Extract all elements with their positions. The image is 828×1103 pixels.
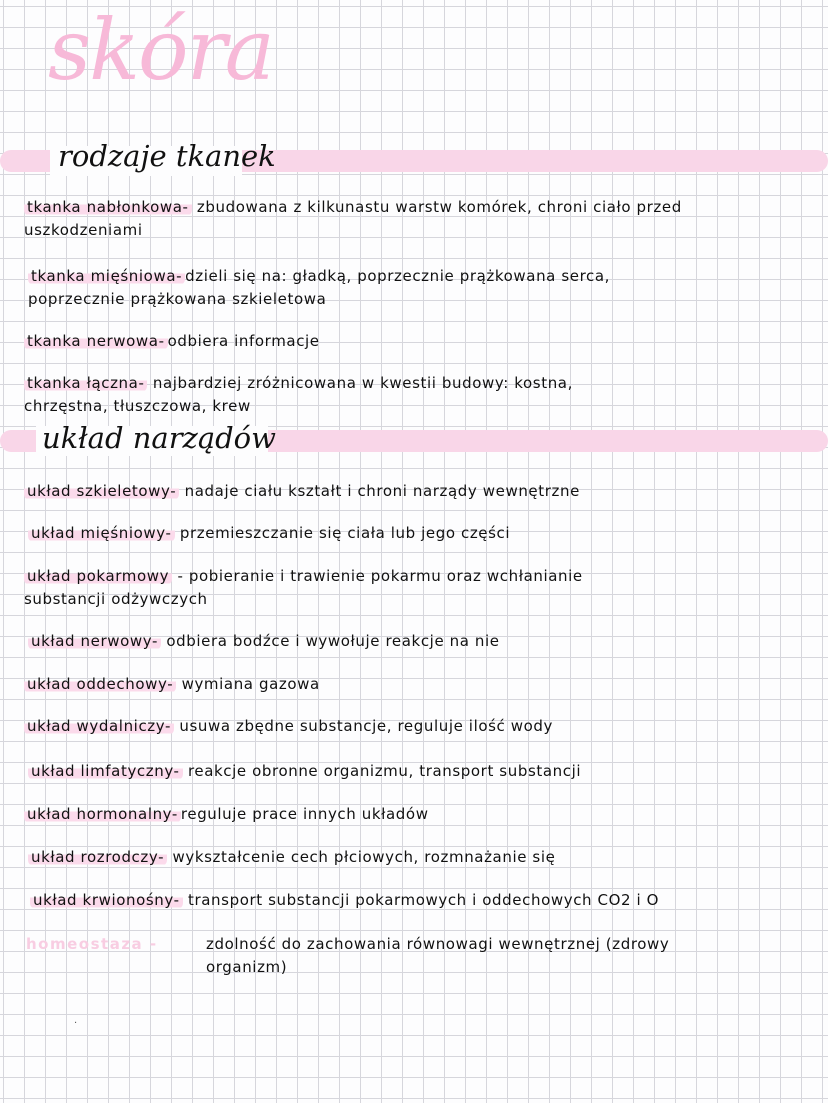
list-item: [24, 480, 580, 503]
section-heading-organ-systems: układ narządów: [42, 421, 276, 455]
section-heading-tissues: rodzaje tkanek: [58, 139, 276, 173]
list-item: [30, 889, 659, 912]
definition: - pobieranie i trawienie pokarmu oraz wchłanianie: [172, 567, 583, 585]
term: układ krwionośny-: [30, 891, 183, 909]
term: układ szkieletowy-: [24, 482, 179, 500]
definition: zdolność do zachowania równowagi wewnętrznej (zdrowy: [206, 935, 670, 953]
pen-mark: ·: [74, 1018, 78, 1029]
list-item: [28, 760, 581, 783]
definition-cont: uszkodzeniami: [24, 221, 143, 239]
list-item: [28, 522, 510, 545]
definition: odbiera bodźce i wywołuje reakcje na nie: [160, 632, 500, 650]
list-item: [28, 846, 555, 869]
definition: transport substancji pokarmowych i oddechowych CO2 i O: [182, 891, 660, 909]
term: homeostaza -: [26, 935, 158, 953]
homeostasis-term: [26, 933, 158, 956]
definition: dzieli się na: gładką, poprzecznie prążkowana serca,: [185, 267, 611, 285]
term: układ mięśniowy-: [28, 524, 175, 542]
list-item: [24, 330, 320, 353]
list-item: [24, 715, 553, 738]
definition: odbiera informacje: [167, 332, 320, 350]
definition: przemieszczanie się ciała lub jego części: [174, 524, 511, 542]
list-item: [24, 196, 682, 242]
definition: nadaje ciału kształt i chroni narządy wewnętrzne: [179, 482, 580, 500]
definition: reguluje prace innych układów: [180, 805, 429, 823]
page-title: skóra: [48, 1, 273, 99]
term: tkanka nabłonkowa-: [24, 198, 192, 216]
term: układ oddechowy-: [24, 675, 176, 693]
definition: usuwa zbędne substancje, reguluje ilość wody: [173, 717, 553, 735]
term: układ rozrodczy-: [28, 848, 167, 866]
list-item: [24, 673, 320, 696]
term: układ nerwowy-: [28, 632, 161, 650]
term: tkanka nerwowa-: [24, 332, 168, 350]
list-item: [24, 372, 573, 418]
term: tkanka mięśniowa-: [28, 267, 185, 285]
definition: reakcje obronne organizmu, transport substancji: [182, 762, 582, 780]
list-item: [28, 630, 500, 653]
definition: zbudowana z kilkunastu warstw komórek, chroni ciało przed: [191, 198, 682, 216]
list-item: [28, 265, 610, 311]
definition-cont: substancji odżywczych: [24, 590, 208, 608]
homeostasis-definition: [206, 933, 669, 979]
term: układ pokarmowy: [24, 567, 172, 585]
definition-cont: organizm): [206, 958, 288, 976]
definition: wykształcenie cech płciowych, rozmnażanie się: [167, 848, 556, 866]
list-item: [24, 803, 429, 826]
term: układ limfatyczny-: [28, 762, 183, 780]
term: tkanka łączna-: [24, 374, 147, 392]
definition: najbardziej zróżnicowana w kwestii budowy: kostna,: [147, 374, 573, 392]
definition-cont: chrzęstna, tłuszczowa, krew: [24, 397, 251, 415]
list-item: [24, 565, 583, 611]
definition: wymiana gazowa: [176, 675, 320, 693]
definition-cont: poprzecznie prążkowana szkieletowa: [28, 290, 327, 308]
term: układ wydalniczy-: [24, 717, 174, 735]
term: układ hormonalny-: [24, 805, 181, 823]
